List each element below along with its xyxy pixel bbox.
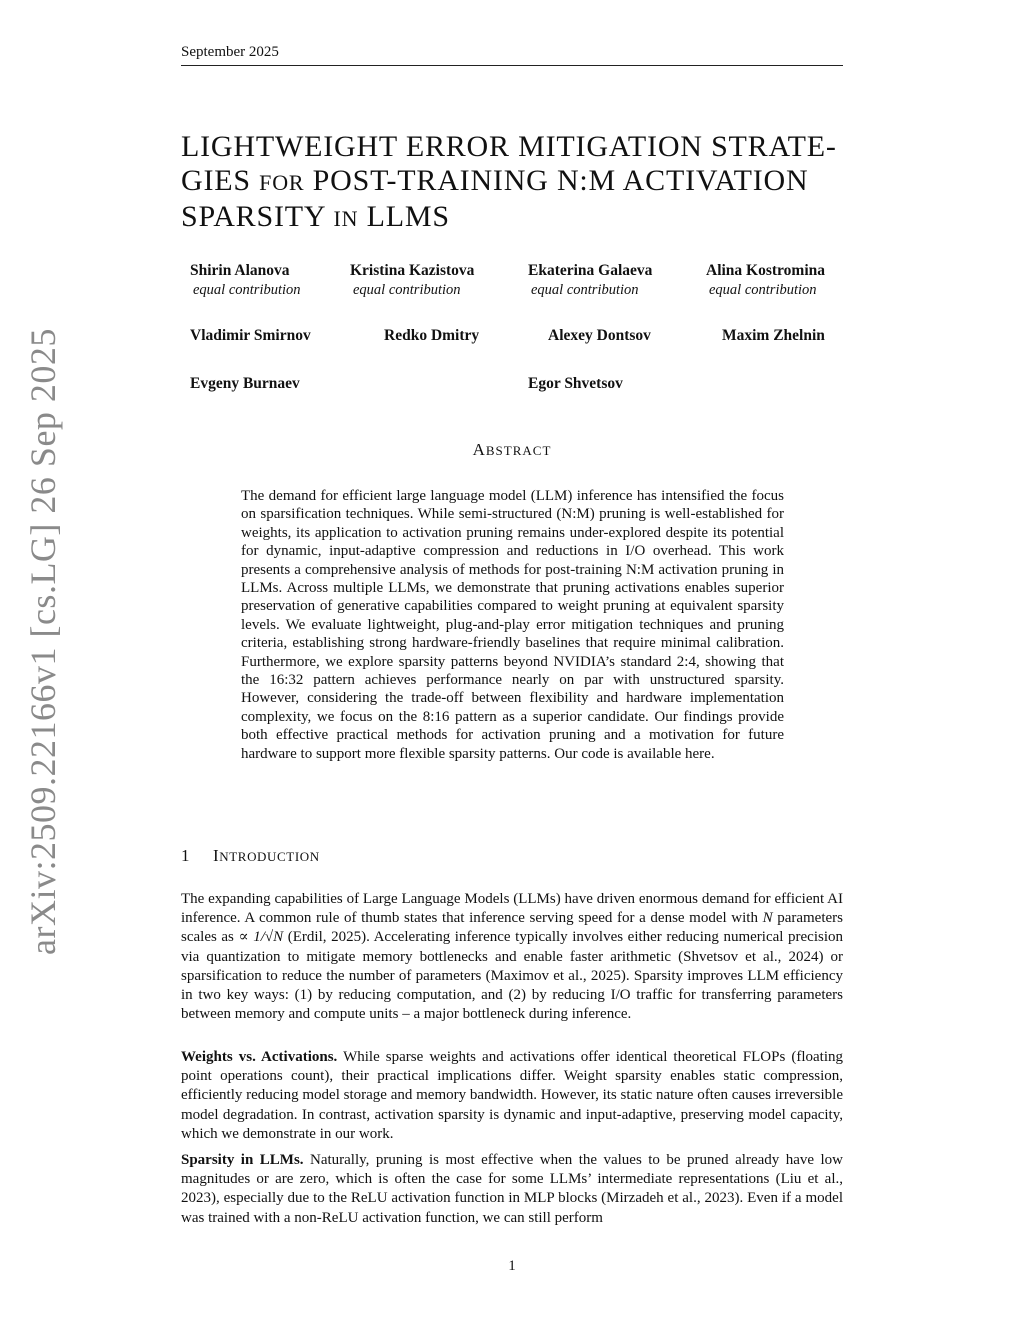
author-block (528, 375, 623, 393)
header-date: September 2025 (181, 44, 279, 60)
title-line-3: SPARSITY IN LLMS (181, 200, 450, 233)
arxiv-stamp: arXiv:2509.22166v1 [cs.LG] 26 Sep 2025 (23, 328, 63, 955)
title-line-1: LIGHTWEIGHT ERROR MITIGATION STRATE- (181, 130, 837, 163)
paragraph-heading: Weights vs. Activations. (181, 1049, 338, 1065)
author-name: Egor Shvetsov (528, 375, 623, 392)
author-name: Alina Kostromina (706, 262, 825, 279)
author-name: Shirin Alanova (190, 262, 290, 279)
author-affiliation: equal contribution (709, 282, 817, 298)
page-number: 1 (508, 1258, 516, 1274)
paper-title (181, 130, 843, 236)
abstract-heading: ABSTRACT (472, 440, 552, 459)
author-block (548, 327, 651, 345)
intro-paragraph-1: The expanding capabilities of Large Language Models (LLMs) have driven enormous demand for efficient AI inference. A common rule of thumb states that inference serving speed for a dense model with N parameters scales as ∝ 1/√N (Erdil, 2025). Accelerating inference typically involves either reducing numerical precision via quantization to mitigate memory bottlenecks and enable faster arithmetic (Shvetsov et al., 2024) or sparsification to reduce the number of parameters (Maximov et al., 2025). Sparsity improves LLM efficiency in two key ways: (1) by reducing computation, and (2) by reducing I/O traffic for transferring parameters between memory and compute units – a major bottleneck during inference. (181, 891, 844, 1023)
author-name: Kristina Kazistova (350, 262, 475, 279)
author-name: Ekaterina Galaeva (528, 262, 653, 279)
author-block (528, 262, 652, 299)
author-name: Maxim Zhelnin (722, 327, 825, 344)
intro-paragraph-3: Sparsity in LLMs. Naturally, pruning is most effective when the values to be pruned already have low magnitudes or are zero, which is often the case for some LLMs’ intermediate representations (Liu et al., 2023), especially due to the ReLU activation function in MLP blocks (Mirzadeh et al., 2023). Even if a model was trained with a non-ReLU activation function, we can still perform (181, 1152, 843, 1226)
author-name: Redko Dmitry (384, 327, 480, 344)
author-affiliation: equal contribution (353, 282, 461, 298)
author-affiliation: equal contribution (531, 282, 639, 298)
author-block (190, 327, 311, 345)
author-block (190, 262, 301, 299)
intro-paragraph-2: Weights vs. Activations. While sparse weights and activations offer identical theoretical FLOPs (floating point operations count), their practical implications differ. Weight sparsity enables static compression, efficiently reducing model storage and memory bandwidth. However, its static nature often causes irreversible model degradation. In contrast, activation sparsity is dynamic and input-adaptive, preserving model capacity, which we demonstrate in our work. (181, 1049, 843, 1142)
section-number: 1 (181, 846, 191, 865)
abstract-text: The demand for efficient large language model (LLM) inference has intensified the focus on sparsification techniques. While semi-structured (N:M) pruning is well-established for weights, its application to activation pruning remains under-explored despite its potential for dynamic, input-adaptive compression and reductions in I/O overhead. This work presents a comprehensive analysis of methods for post-training N:M activation pruning in LLMs. Across multiple LLMs, we demonstrate that pruning activations enables superior preservation of generative capabilities compared to weight pruning at equivalent sparsity levels. We evaluate lightweight, plug-and-play error mitigation techniques and pruning criteria, establishing strong hardware-friendly baselines that require minimal calibration. Furthermore, we explore sparsity patterns beyond NVIDIA’s standard 2:4, showing that the 16:32 pattern achieves performance nearly on par with unstructured sparsity. However, considering the trade-off between flexibility and hardware implementation complexity, we focus on the 8:16 pattern as a superior candidate. Our findings provide both effective practical methods for activation pruning and a motivation for future hardware to support more flexible sparsity patterns. Our code is available here. (241, 488, 784, 762)
author-affiliation: equal contribution (193, 282, 301, 298)
author-name: Vladimir Smirnov (190, 327, 311, 344)
paragraph-heading: Sparsity in LLMs. (181, 1152, 304, 1168)
section-heading-introduction: 1 INTRODUCTION (181, 846, 320, 865)
author-name: Evgeny Burnaev (190, 375, 300, 392)
author-block (722, 327, 825, 345)
author-block (190, 375, 300, 393)
author-block (706, 262, 825, 299)
author-block (384, 327, 479, 345)
title-line-2: GIES FOR POST-TRAINING N:M ACTIVATION (181, 164, 809, 197)
running-header (181, 44, 843, 66)
author-name: Alexey Dontsov (548, 327, 651, 344)
author-block (350, 262, 474, 299)
